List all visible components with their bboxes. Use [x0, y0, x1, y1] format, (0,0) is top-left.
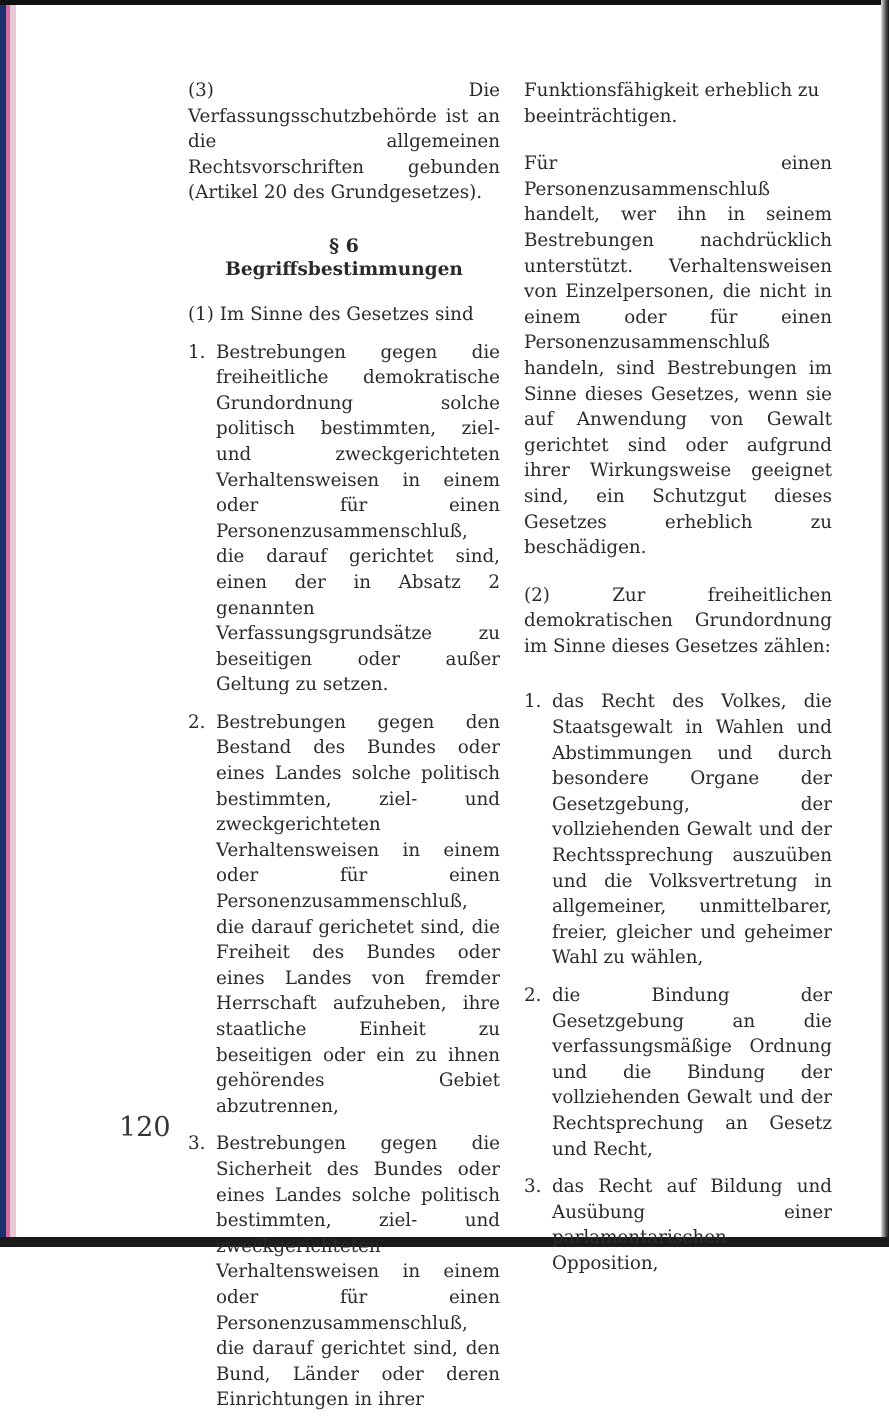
list-text: Bestrebungen gegen den Bestand des Bundes oder eines Landes solche politisch bestimmten, ziel- und zweckgerichteten Verhaltensweisen in einem oder für einen Personenzusammenschluß, die darauf gerichetet sind, die Freiheit des Bundes oder eines Landes von fremder Herrschaft aufzuheben, ihre staatliche Einheit zu beseitigen oder ein zu ihnen gehörendes Gebiet abzutrennen,	[216, 711, 500, 1117]
right-column	[524, 78, 832, 1289]
paragraph-personenzusammenschluss: Für einen Personenzusammenschluß handelt, wer ihn in seinem Bestrebungen nachdrücklich unterstützt. Verhaltensweisen von Einzelpersonen, die nicht in einem oder für einen Personenzusammenschluß handeln, sind Bestrebungen im Sinne dieses Gesetzes, wenn sie auf Anwendung von Gewalt gerichtet sind oder aufgrund ihrer Wirkungsweise geeignet sind, ein Schutzgut dieses Gesetzes erheblich zu beschädigen.	[524, 153, 832, 559]
list-number: 1.	[524, 691, 542, 713]
list-text: das Recht auf Bildung und Ausübung einer parlamentarischen Opposition,	[552, 1176, 832, 1274]
section-heading	[188, 234, 500, 282]
list-item	[524, 983, 832, 1162]
scan-top-edge	[0, 0, 889, 5]
scan-right-edge	[881, 0, 889, 1247]
list-number: 3.	[188, 1133, 206, 1155]
list-item	[524, 689, 832, 971]
list-item	[188, 340, 500, 698]
paragraph-1-intro: (1) Im Sinne des Gesetzes sind	[188, 303, 474, 325]
section-title: Begriffsbestimmungen	[225, 258, 463, 280]
list-item	[524, 1174, 832, 1276]
list-item	[188, 710, 500, 1120]
list-item	[188, 1131, 500, 1413]
page-number: 120	[119, 1112, 171, 1143]
list-text: Bestrebungen gegen die Sicherheit des Bundes oder eines Landes solche politisch bestimmten, ziel- und zweckgerichteten Verhaltensweisen in einem oder für einen Personenzusammenschluß, die darauf gerichtet sind, den Bund, Länder oder deren Einrichtungen in ihrer	[216, 1133, 500, 1411]
list-number: 3.	[524, 1176, 542, 1198]
continuation-text: Funktionsfähigkeit erheblich zu beeinträchtigen.	[524, 80, 820, 127]
binding-edge-light	[10, 0, 16, 1247]
list-text: Bestrebungen gegen die freiheitliche demokratische Grundordnung solche politisch bestimmten, ziel- und zweckgerichteten Verhaltensweisen in einem oder für einen Personenzusammenschluß, die darauf gerichtet sind, einen der in Absatz 2 genannten Verfassungsgrundsätze zu beseitigen oder außer Geltung zu setzen.	[216, 341, 500, 696]
paragraph-3: (3) Die Verfassungsschutzbehörde ist an die allgemeinen Rechtsvorschriften gebunden (Artikel 20 des Grundgesetzes).	[188, 80, 500, 204]
list-number: 2.	[524, 985, 542, 1006]
list-text: das Recht des Volkes, die Staatsgewalt in Wahlen und Abstimmungen und durch besondere Organe der Gesetzgebung, der vollziehenden Gewalt und der Rechtssprechung auszuüben und die Volksvertretung in allgemeiner, unmittelbarer, freier, gleicher und geheimer Wahl zu wählen,	[552, 691, 832, 969]
paragraph-2-intro: (2) Zur freiheitlichen demokratischen Grundordnung im Sinne dieses Gesetzes zählen:	[524, 584, 832, 657]
list-number: 1.	[188, 341, 206, 363]
list-number: 2.	[188, 711, 206, 733]
list-text: die Bindung der Gesetzgebung an die verfassungsmäßige Ordnung und die Bindung der vollziehenden Gewalt und der Rechtsprechung an Gesetz und Recht,	[552, 985, 832, 1160]
left-column	[188, 78, 500, 1425]
section-mark: § 6	[329, 234, 359, 257]
